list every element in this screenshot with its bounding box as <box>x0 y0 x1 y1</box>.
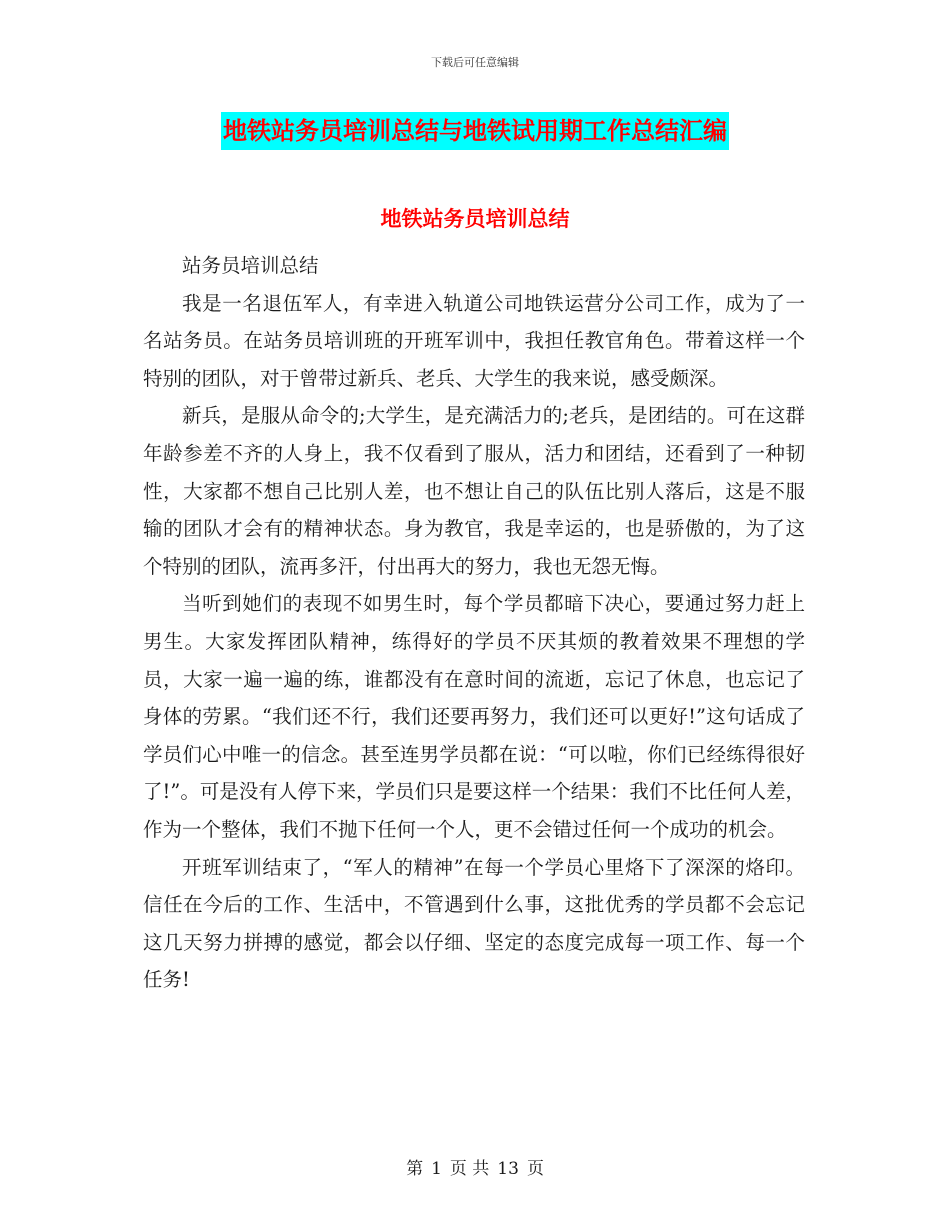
paragraph: 我是一名退伍军人，有幸进入轨道公司地铁运营分公司工作，成为了一名站务员。在站务员培训班的开班军训中，我担任教官角色。带着这样一个特别的团队，对于曾带过新兵、老兵、大学生的我来说，感受颇深。 <box>143 291 805 390</box>
document-body <box>143 247 805 999</box>
document-title-container <box>0 112 950 150</box>
page-label-mid: 页 共 <box>449 1159 490 1179</box>
page-footer <box>0 1154 950 1179</box>
total-pages-number: 13 <box>497 1159 519 1179</box>
document-title: 地铁站务员培训总结与地铁试用期工作总结汇编 <box>221 112 729 150</box>
paragraph: 当听到她们的表现不如男生时，每个学员都暗下决心，要通过努力赶上男生。大家发挥团队精神，练得好的学员不厌其烦的教着效果不理想的学员，大家一遍一遍的练，谁都没有在意时间的流逝，忘记了休息，也忘记了身体的劳累。“我们还不行，我们还要再努力，我们还可以更好!”这句话成了学员们心中唯一的信念。甚至连男学员都在说：“可以啦，你们已经练得很好了!”。可是没有人停下来，学员们只是要这样一个结果：我们不比任何人差，作为一个整体，我们不抛下任何一个人，更不会错过任何一个成功的机会。 <box>143 592 805 841</box>
paragraph: 新兵，是服从命令的;大学生，是充满活力的;老兵，是团结的。可在这群年龄参差不齐的人身上，我不仅看到了服从，活力和团结，还看到了一种韧性，大家都不想自己比别人差，也不想让自己的队伍比别人落后，这是不服输的团队才会有的精神状态。身为教官，我是幸运的，也是骄傲的，为了这个特别的团队，流再多汗，付出再大的努力，我也无怨无悔。 <box>143 404 805 578</box>
page-label-prefix: 第 <box>406 1159 424 1179</box>
paragraph: 站务员培训总结 <box>182 254 319 277</box>
page-label-suffix: 页 <box>526 1159 544 1179</box>
paragraph: 开班军训结束了，“军人的精神”在每一个学员心里烙下了深深的烙印。信任在今后的工作、生活中，不管遇到什么事，这批优秀的学员都不会忘记这几天努力拼搏的感觉，都会以仔细、坚定的态度完成每一项工作、每一个任务! <box>143 855 805 992</box>
header-note: 下载后可任意编辑 <box>431 56 519 69</box>
current-page-number: 1 <box>431 1159 442 1179</box>
section-title: 地铁站务员培训总结 <box>380 207 570 231</box>
